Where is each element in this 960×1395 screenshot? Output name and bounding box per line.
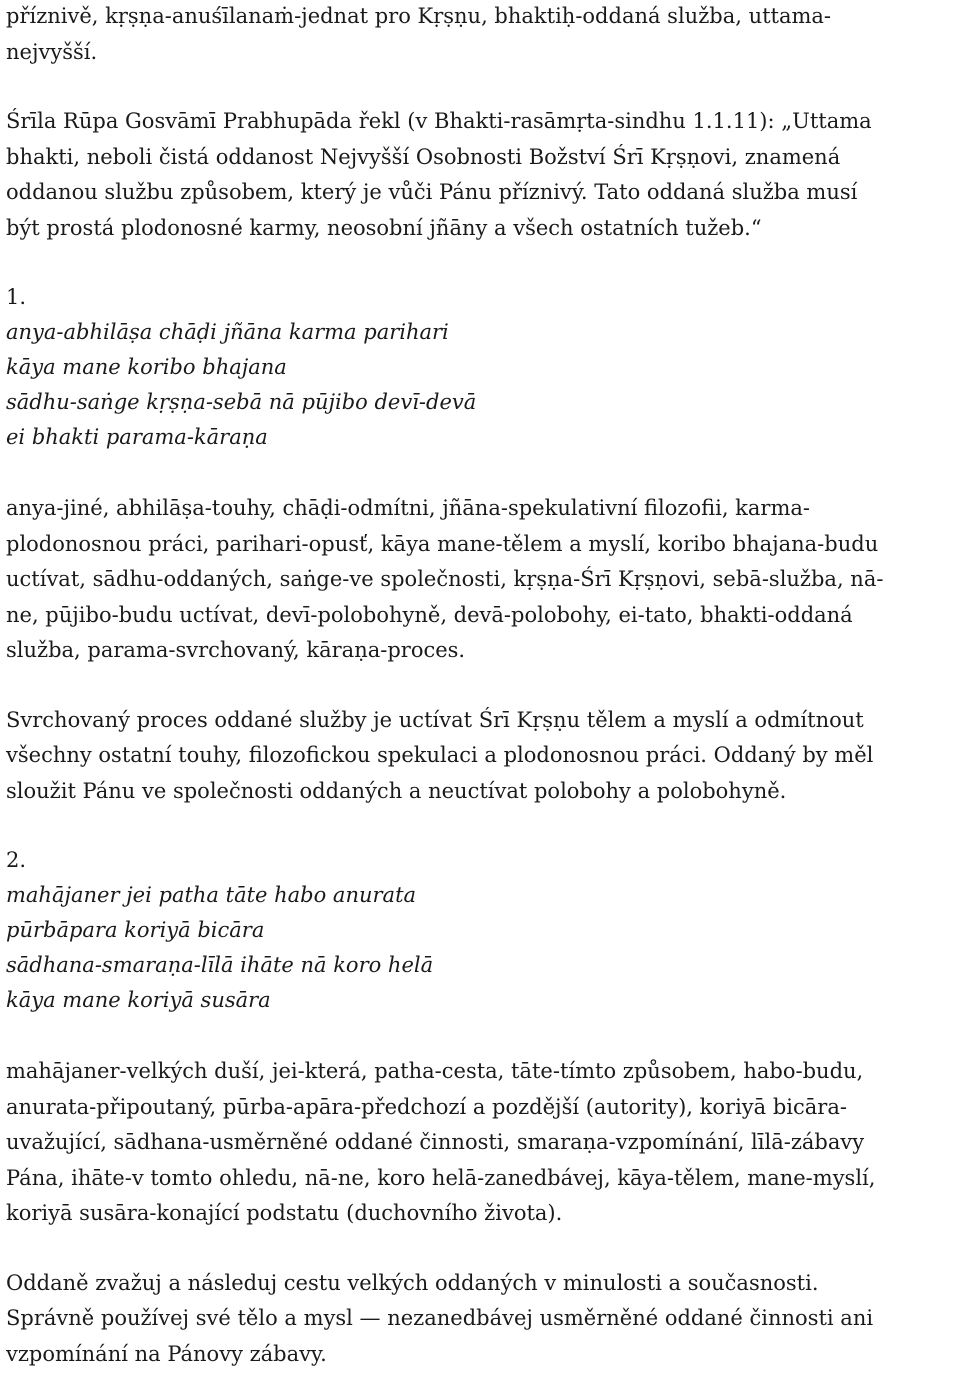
text-line: nejvyšší. <box>6 39 98 64</box>
verse-line: anya-abhilāṣa chāḍi jñāna karma parihari <box>6 320 449 344</box>
text-line: oddanou službu způsobem, který je vůči Pánu příznivý. Tato oddaná služba musí <box>6 180 858 204</box>
verse-line: kāya mane koribo bhajana <box>6 355 287 379</box>
text-line: anya-jiné, abhilāṣa-touhy, chāḍi-odmítni, jñāna-spekulativní filozofii, karma- <box>6 496 810 520</box>
verse-2-translation <box>6 1054 954 1232</box>
verse-1-translation <box>6 491 954 669</box>
text-line: bhakti, neboli čistá oddanost Nejvyšší Osobnosti Božství Śrī Kṛṣṇovi, znamená <box>6 144 841 169</box>
text-line: sloužit Pánu ve společnosti oddaných a neuctívat polobohy a polobohyně. <box>6 778 787 803</box>
text-line: plodonosnou práci, parihari-opusť, kāya mane-tělem a myslí, koribo bhajana-budu <box>6 531 879 556</box>
intro-paragraph <box>6 0 954 70</box>
text-line: příznivě, kṛṣṇa-anuśīlanaṁ-jednat pro Kṛṣṇu, bhaktiḥ-oddaná služba, uttama- <box>6 4 832 28</box>
text-line: ne, pūjibo-budu uctívat, devī-polobohyně, devā-polobohy, ei-tato, bhakti-oddaná <box>6 602 853 627</box>
text-line: Oddaně zvažuj a následuj cestu velkých oddaných v minulosti a současnosti. <box>6 1270 819 1295</box>
text-line: uctívat, sādhu-oddaných, saṅge-ve společnosti, kṛṣṇa-Śrī Kṛṣṇovi, sebā-služba, nā- <box>6 567 884 591</box>
verse-1-purport <box>6 703 954 810</box>
verse-line: sādhu-saṅge kṛṣṇa-sebā nā pūjibo devī-devā <box>6 390 477 414</box>
verse-2-purport <box>6 1266 954 1373</box>
verse-1-text <box>6 315 954 455</box>
verse-line: kāya mane koriyā susāra <box>6 988 271 1012</box>
verse-1-number: 1. <box>6 285 27 309</box>
verse-line: pūrbāpara koriyā bicāra <box>6 918 265 942</box>
text-line: koriyā susāra-konající podstatu (duchovního života). <box>6 1201 563 1225</box>
text-line: uvažující, sādhana-usměrněné oddané činnosti, smaraṇa-vzpomínání, līlā-zábavy <box>6 1130 865 1154</box>
quote-paragraph <box>6 104 954 246</box>
text-line: mahājaner-velkých duší, jei-která, patha-cesta, tāte-tímto způsobem, habo-budu, <box>6 1059 864 1083</box>
verse-line: sādhana-smaraṇa-līlā ihāte nā koro helā <box>6 953 434 977</box>
document-page <box>6 0 954 1372</box>
text-line: Svrchovaný proces oddané služby je uctívat Śrī Kṛṣṇu tělem a myslí a odmítnout <box>6 707 864 732</box>
text-line: Správně používej své tělo a mysl — nezanedbávej usměrněné oddané činnosti ani <box>6 1306 874 1330</box>
verse-2-text <box>6 878 954 1018</box>
text-line: všechny ostatní touhy, filozofickou spekulaci a plodonosnou práci. Oddaný by měl <box>6 743 874 767</box>
text-line: být prostá plodonosné karmy, neosobní jñāny a všech ostatních tužeb.“ <box>6 215 762 240</box>
text-line: anurata-připoutaný, pūrba-apāra-předchozí a pozdější (autority), koriyā bicāra- <box>6 1094 847 1119</box>
text-line: vzpomínání na Pánovy zábavy. <box>6 1341 327 1366</box>
verse-line: mahājaner jei patha tāte habo anurata <box>6 883 417 907</box>
text-line: Śrīla Rūpa Gosvāmī Prabhupāda řekl (v Bhakti-rasāmṛta-sindhu 1.1.11): „Uttama <box>6 109 872 133</box>
text-line: služba, parama-svrchovaný, kāraṇa-proces. <box>6 638 466 662</box>
text-line: Pána, ihāte-v tomto ohledu, nā-ne, koro helā-zanedbávej, kāya-tělem, mane-myslí, <box>6 1165 876 1190</box>
verse-line: ei bhakti parama-kāraṇa <box>6 425 268 449</box>
verse-2-number: 2. <box>6 848 27 872</box>
